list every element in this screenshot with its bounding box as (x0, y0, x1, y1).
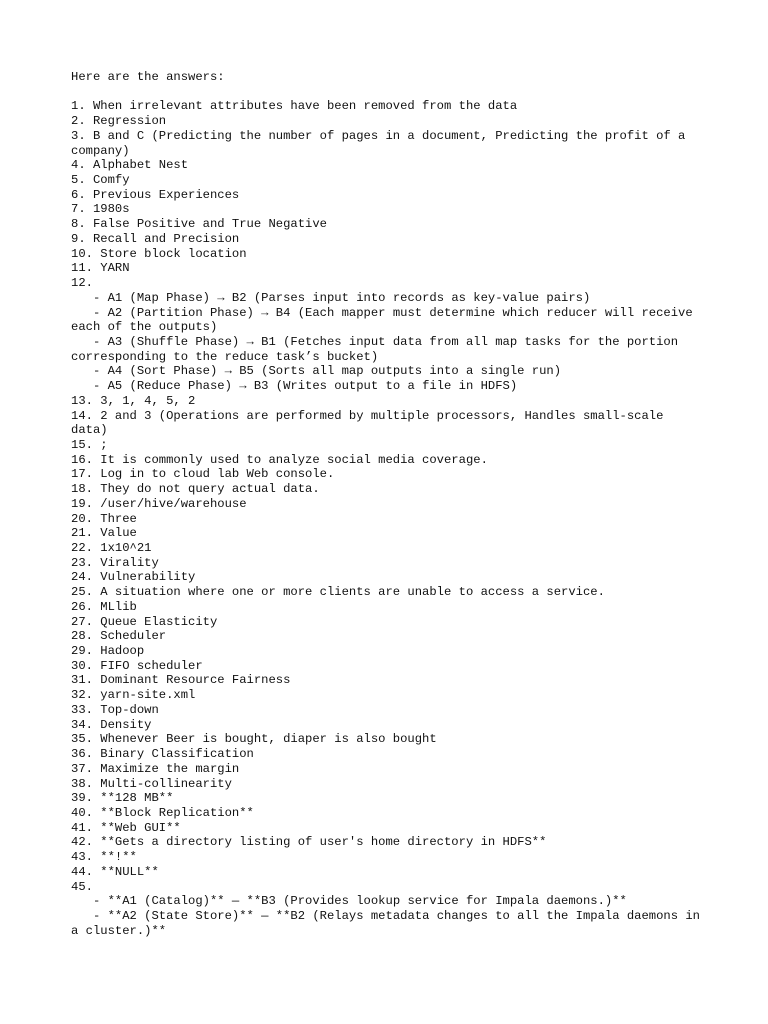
answer-line: 28. Scheduler (71, 629, 167, 644)
answer-line: 14. 2 and 3 (Operations are performed by multiple processors, Handles small-scale data) (71, 408, 671, 438)
answer-line: 3. B and C (Predicting the number of pages in a document, Predicting the profit of a company) (71, 128, 693, 158)
answer-line: 38. Multi-collinearity (71, 776, 232, 791)
answer-line: 43. **!** (71, 850, 137, 865)
answer-line: 40. **Block Replication** (71, 805, 254, 820)
answer-line: 36. Binary Classification (71, 747, 254, 762)
answer-line: 6. Previous Experiences (71, 187, 240, 202)
blank-line (71, 85, 701, 100)
answer-line: 30. FIFO scheduler (71, 658, 203, 673)
answer-subitem: - A2 (Partition Phase) → B4 (Each mapper must determine which reducer will receive each of the outputs) (71, 305, 701, 335)
answer-line: 5. Comfy (71, 173, 130, 188)
answer-line: 15. ; (71, 437, 108, 452)
answer-line: 37. Maximize the margin (71, 761, 240, 776)
answer-subitem: - **A2 (State Store)** — **B2 (Relays metadata changes to all the Impala daemons in a cluster.)** (71, 908, 708, 938)
answer-line: 13. 3, 1, 4, 5, 2 (71, 393, 196, 408)
answer-line: 22. 1x10^21 (71, 541, 152, 555)
answer-line: 45. (71, 879, 93, 894)
answer-line: 35. Whenever Beer is bought, diaper is also bought (71, 732, 437, 747)
answer-line: 16. It is commonly used to analyze social media coverage. (71, 452, 488, 467)
answer-line: 41. **Web GUI** (71, 820, 181, 835)
answer-line: 8. False Positive and True Negative (71, 217, 327, 232)
answer-line: 44. **NULL** (71, 864, 159, 879)
answer-line: 9. Recall and Precision (71, 231, 240, 246)
answer-line: 17. Log in to cloud lab Web console. (71, 467, 335, 482)
answer-line: 4. Alphabet Nest (71, 158, 189, 173)
answer-subitem: - **A1 (Catalog)** — **B3 (Provides lookup service for Impala daemons.)** (71, 894, 627, 909)
answer-line: 10. Store block location (71, 246, 247, 261)
answer-line: 25. A situation where one or more clients are unable to access a service. (71, 585, 605, 600)
answer-line: 21. Value (71, 526, 137, 541)
answer-line: 24. Vulnerability (71, 570, 196, 585)
answer-document (71, 70, 708, 938)
answer-line: 23. Virality (71, 555, 159, 570)
answer-line: 39. **128 MB** (71, 791, 174, 806)
answer-line: 26. MLlib (71, 599, 137, 614)
answer-line: 29. Hadoop (71, 644, 145, 659)
answer-line: 31. Dominant Resource Fairness (71, 673, 291, 688)
answer-line: 27. Queue Elasticity (71, 614, 218, 629)
answer-subitem: - A3 (Shuffle Phase) → B1 (Fetches input data from all map tasks for the portion corresponding to the reduce task’s bucket) (71, 334, 686, 364)
intro-text: Here are the answers: (71, 70, 225, 84)
answer-line: 34. Density (71, 717, 152, 732)
answer-line: 18. They do not query actual data. (71, 482, 320, 497)
answer-line: 7. 1980s (71, 202, 130, 217)
answer-line: 12. (71, 276, 93, 291)
answer-subitem: - A1 (Map Phase) → B2 (Parses input into records as key-value pairs) (71, 290, 591, 305)
answer-line: 32. yarn-site.xml (71, 688, 196, 703)
answer-line: 33. Top-down (71, 702, 159, 717)
answer-line: 11. YARN (71, 261, 130, 276)
answer-line: 1. When irrelevant attributes have been removed from the data (71, 99, 518, 114)
answer-line: 20. Three (71, 511, 137, 526)
answer-subitem: - A5 (Reduce Phase) → B3 (Writes output to a file in HDFS) (71, 379, 518, 394)
answer-subitem: - A4 (Sort Phase) → B5 (Sorts all map outputs into a single run) (71, 364, 562, 379)
answer-line: 42. **Gets a directory listing of user's home directory in HDFS** (71, 835, 547, 850)
answer-line: 2. Regression (71, 114, 167, 129)
answer-line: 19. /user/hive/warehouse (71, 496, 247, 511)
